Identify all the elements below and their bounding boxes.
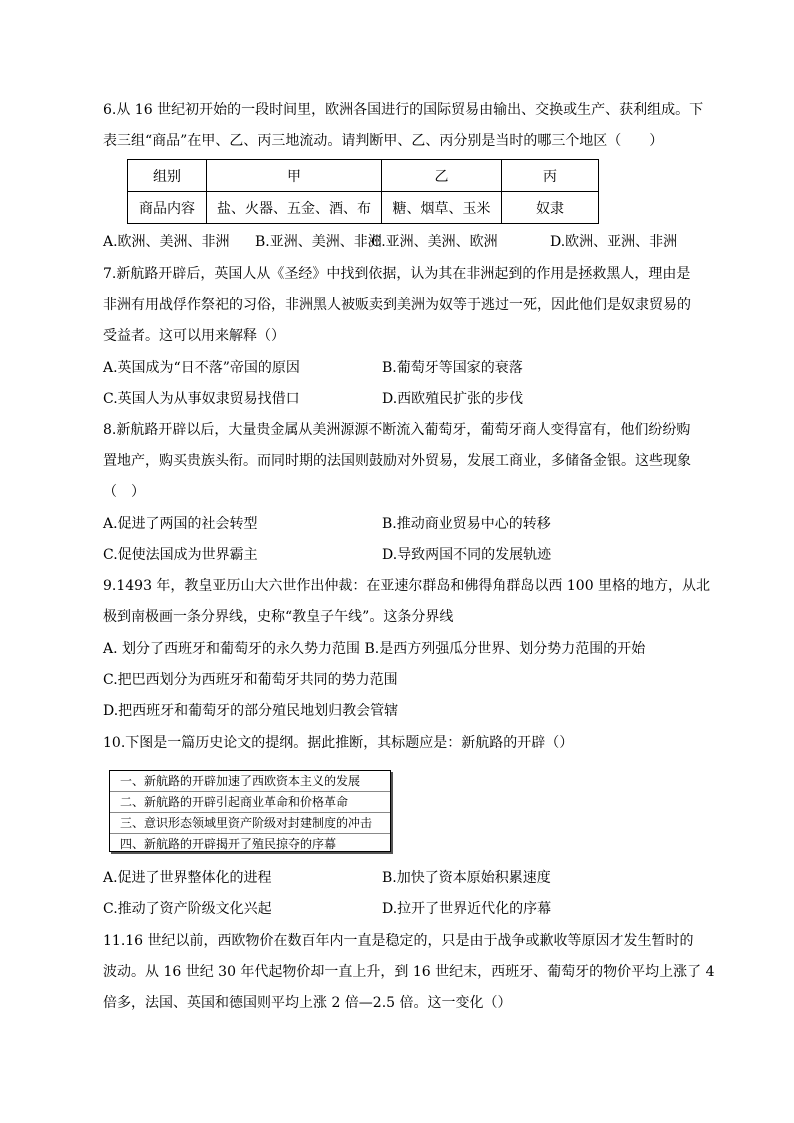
q7-stem-line2: 非洲有用战俘作祭祀的习俗，非洲黑人被贩卖到美洲为奴等于逃过一死，因此他们是奴隶贸易的 bbox=[103, 297, 691, 313]
q6-goods-table bbox=[127, 159, 599, 224]
q10-option-d: D.拉开了世界近代化的序幕 bbox=[382, 901, 552, 917]
q9-stem-line2: 极到南极画一条分界线，史称“教皇子午线”。这条分界线 bbox=[103, 609, 454, 625]
table-cell: 糖、烟草、玉米 bbox=[382, 192, 502, 224]
q7-option-b: B.葡萄牙等国家的衰落 bbox=[382, 360, 523, 376]
q9-option-d: D.把西班牙和葡萄牙的部分殖民地划归教会管辖 bbox=[103, 703, 399, 719]
table-cell: 盐、火器、五金、酒、布 bbox=[207, 192, 382, 224]
q11-stem-line1: 11.16 世纪以前，西欧物价在数百年内一直是稳定的，只是由于战争或歉收等原因才发生暂时的 bbox=[103, 933, 694, 949]
q10-outline-box bbox=[109, 770, 391, 852]
table-header-cell: 丙 bbox=[502, 160, 599, 192]
q7-option-c: C.英国人为从事奴隶贸易找借口 bbox=[103, 391, 300, 407]
q7-option-d: D.西欧殖民扩张的步伐 bbox=[382, 391, 524, 407]
q10-option-a: A.促进了世界整体化的进程 bbox=[103, 870, 272, 886]
q8-stem-line2: 置地产，购买贵族头衔。而同时期的法国则鼓励对外贸易，发展工商业，多储备金银。这些现象 bbox=[103, 453, 691, 469]
outline-item: 二、新航路的开辟引起商业革命和价格革命 bbox=[110, 792, 390, 813]
outline-item: 一、新航路的开辟加速了西欧资本主义的发展 bbox=[110, 771, 390, 792]
q10-stem-line1: 10.下图是一篇历史论文的提纲。据此推断，其标题应是：新航路的开辟（） bbox=[103, 735, 574, 751]
q6-option-d: D.欧洲、亚洲、非洲 bbox=[550, 234, 678, 250]
q11-stem-line3: 倍多，法国、英国和德国则平均上涨 2 倍—2.5 倍。这一变化（） bbox=[103, 995, 512, 1011]
q6-option-a: A.欧洲、美洲、非洲 bbox=[103, 234, 230, 250]
table-header-cell: 组别 bbox=[128, 160, 207, 192]
q8-option-b: B.推动商业贸易中心的转移 bbox=[382, 516, 551, 532]
q9-option-c: C.把巴西划分为西班牙和葡萄牙共同的势力范围 bbox=[103, 672, 398, 688]
q10-option-c: C.推动了资产阶级文化兴起 bbox=[103, 901, 272, 917]
q7-option-a: A.英国成为“日不落”帝国的原因 bbox=[103, 360, 300, 376]
q6-option-c: C.亚洲、美洲、欧洲 bbox=[371, 234, 498, 250]
q7-stem-line1: 7.新航路开辟后，英国人从《圣经》中找到依据，认为其在非洲起到的作用是拯救黑人，理由是 bbox=[103, 266, 691, 282]
q8-option-a: A.促进了两国的社会转型 bbox=[103, 516, 258, 532]
q6-stem-line2: 表三组“商品”在甲、乙、丙三地流动。请判断甲、乙、丙分别是当时的哪三个地区（ ） bbox=[103, 133, 664, 149]
q9-stem-line1: 9.1493 年，教皇亚历山大六世作出仲裁：在亚速尔群岛和佛得角群岛以西 100 里格的地方，从北 bbox=[103, 578, 711, 594]
table-header-cell: 乙 bbox=[382, 160, 502, 192]
outline-item: 三、意识形态领域里资产阶级对封建制度的冲击 bbox=[110, 813, 390, 834]
q6-option-b: B.亚洲、美洲、非洲 bbox=[255, 234, 382, 250]
table-cell: 商品内容 bbox=[128, 192, 207, 224]
q8-option-d: D.导致两国不同的发展轨迹 bbox=[382, 547, 552, 563]
q8-stem-line1: 8.新航路开辟以后，大量贵金属从美洲源源不断流入葡萄牙，葡萄牙商人变得富有，他们纷纷购 bbox=[103, 422, 691, 438]
q8-option-c: C.促使法国成为世界霸主 bbox=[103, 547, 258, 563]
q8-stem-line3: （ ） bbox=[103, 484, 145, 500]
table-header-cell: 甲 bbox=[207, 160, 382, 192]
q10-option-b: B.加快了资本原始积累速度 bbox=[382, 870, 551, 886]
q11-stem-line2: 波动。从 16 世纪 30 年代起物价却一直上升，到 16 世纪末，西班牙、葡萄牙的物价平均上涨了 4 bbox=[103, 964, 715, 980]
table-cell: 奴隶 bbox=[502, 192, 599, 224]
q7-stem-line3: 受益者。这可以用来解释（） bbox=[103, 328, 285, 344]
table-row bbox=[128, 192, 599, 224]
table-header-row bbox=[128, 160, 599, 192]
q9-option-ab: A. 划分了西班牙和葡萄牙的永久势力范围 B.是西方列强瓜分世界、划分势力范围的开始 bbox=[103, 641, 646, 657]
outline-item: 四、新航路的开辟揭开了殖民掠夺的序幕 bbox=[120, 837, 337, 851]
q6-stem-line1: 6.从 16 世纪初开始的一段时间里，欧洲各国进行的国际贸易由输出、交换或生产、获利组成。下 bbox=[103, 102, 704, 118]
